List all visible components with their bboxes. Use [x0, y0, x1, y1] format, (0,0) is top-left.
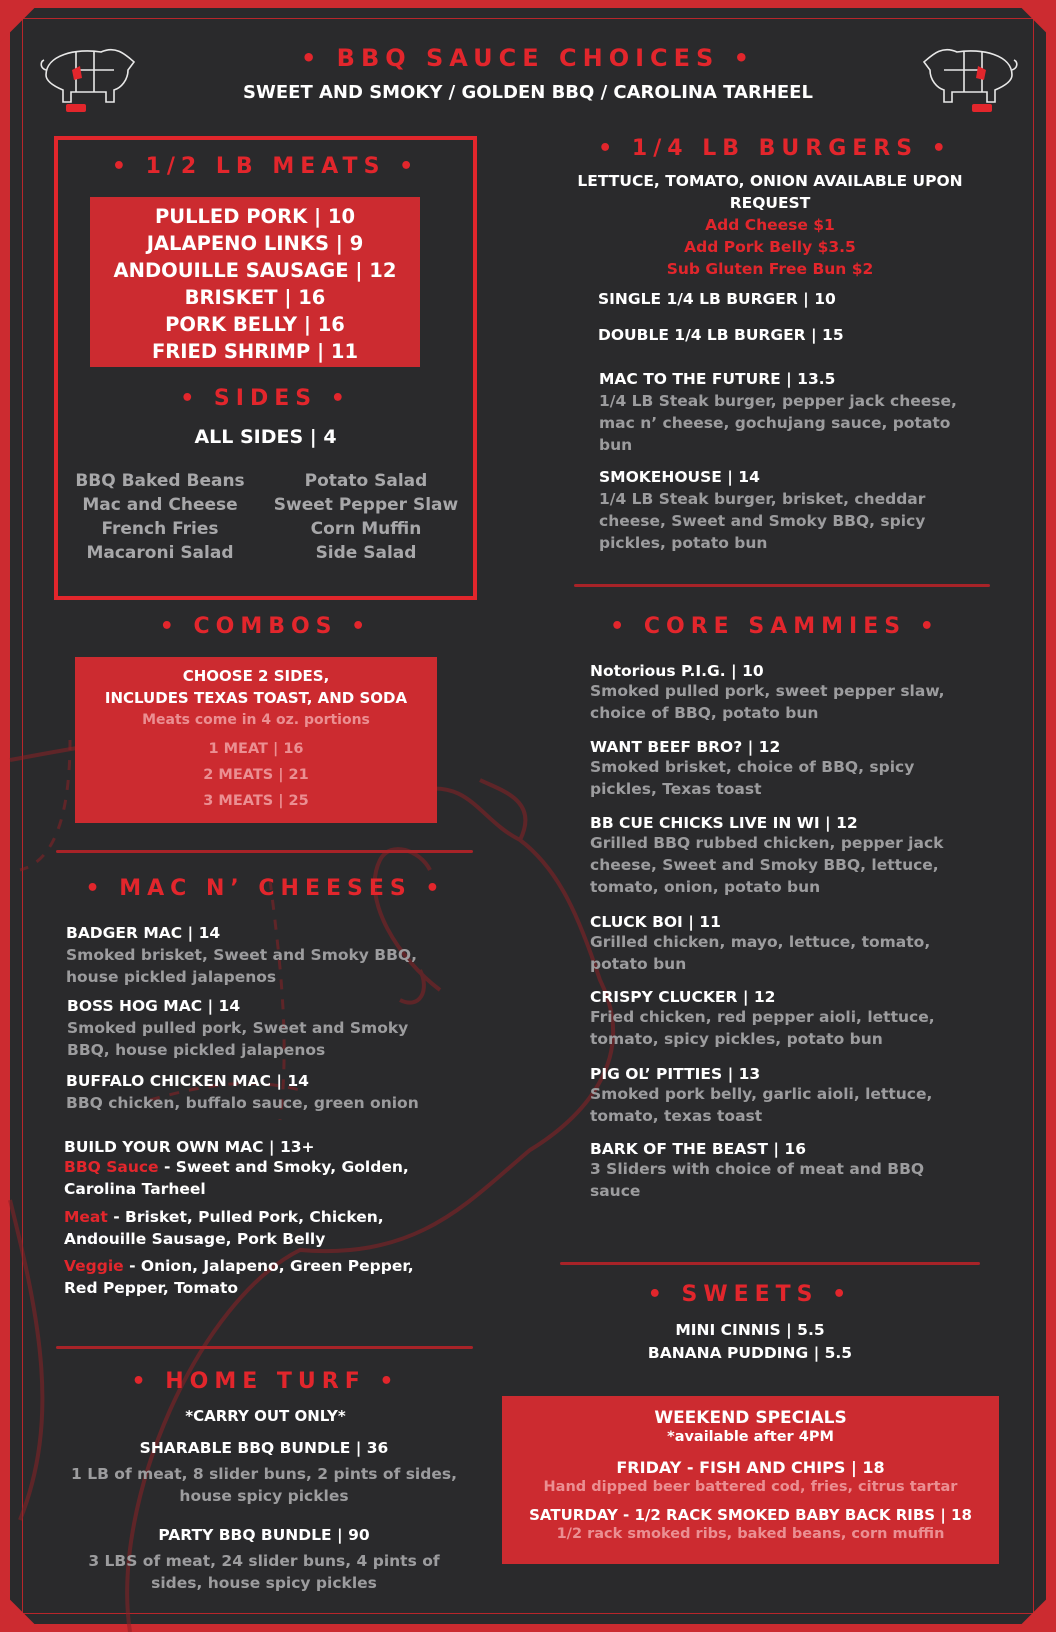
sides-price: ALL SIDES | 4 [194, 426, 337, 448]
weekend-item-title: FRIDAY - FISH AND CHIPS | 18 [616, 1458, 885, 1477]
sammie-item [590, 662, 975, 724]
sammie-item-title: PIG OL’ PITTIES | 13 [590, 1065, 761, 1083]
burger-addon: Add Cheese $1 [705, 216, 835, 234]
sweets-list [500, 1319, 1000, 1365]
meat-item: PULLED PORK | 10 [154, 205, 356, 228]
burger-item [599, 468, 975, 554]
mac-heading: • MAC N’ CHEESES • [85, 876, 446, 901]
sammie-item [590, 1140, 975, 1202]
sweet-item: MINI CINNIS | 5.5 [675, 1321, 825, 1339]
burgers-heading: • 1/4 LB BURGERS • [598, 136, 952, 161]
mac-item [66, 1072, 466, 1114]
side-item: BBQ Baked Beans [75, 471, 245, 491]
combos-note: Meats come in 4 oz. portions [142, 712, 370, 728]
sammie-item-title: BB CUE CHICKS LIVE IN WI | 12 [590, 814, 858, 832]
byo-meat [64, 1206, 434, 1250]
burgers-note: LETTUCE, TOMATO, ONION AVAILABLE UPON REQUEST [577, 172, 963, 212]
meat-item: ANDOUILLE SAUSAGE | 12 [113, 259, 397, 282]
home-item-title: PARTY BBQ BUNDLE | 90 [158, 1526, 370, 1544]
meat-item: FRIED SHRIMP | 11 [151, 340, 359, 363]
burger-addon: Sub Gluten Free Bun $2 [666, 260, 874, 278]
weekend-heading: WEEKEND SPECIALS [654, 1408, 847, 1428]
byo-sauce-text: - Sweet and Smoky, Golden, Carolina Tarheel [64, 1158, 409, 1198]
byo-sauce-label: BBQ Sauce [64, 1158, 159, 1176]
sauce-choices: SWEET AND SMOKY / GOLDEN BBQ / CAROLINA TARHEEL [243, 82, 813, 103]
sammie-item [590, 913, 975, 975]
byo-meat-text: - Brisket, Pulled Pork, Chicken, Andouille Sausage, Pork Belly [64, 1208, 384, 1248]
single-burger: SINGLE 1/4 LB BURGER | 10 [598, 290, 836, 308]
mac-item-desc: Smoked pulled pork, Sweet and Smoky BBQ, house pickled jalapenos [67, 1019, 409, 1059]
side-item: Side Salad [315, 543, 417, 563]
combos-line: CHOOSE 2 SIDES, [182, 667, 330, 685]
home-heading: • HOME TURF • [131, 1369, 400, 1394]
combos-line: INCLUDES TEXAS TOAST, AND SODA [104, 689, 408, 707]
meat-item: JALAPENO LINKS | 9 [146, 232, 364, 255]
sides-list-right [262, 469, 470, 565]
weekend-item-title: SATURDAY - 1/2 RACK SMOKED BABY BACK RIBS | 18 [529, 1506, 972, 1524]
weekend-box [502, 1396, 999, 1564]
byo-veggie [64, 1255, 444, 1299]
sweet-item: BANANA PUDDING | 5.5 [647, 1344, 853, 1362]
sammie-item-title: CLUCK BOI | 11 [590, 913, 721, 931]
sammie-item-title: Notorious P.I.G. | 10 [590, 662, 764, 680]
divider [56, 850, 473, 853]
weekend-note: *available after 4PM [667, 1429, 834, 1445]
weekend-item-desc: 1/2 rack smoked ribs, baked beans, corn muffin [556, 1526, 945, 1542]
side-item: French Fries [101, 519, 219, 539]
burger-addon: Add Pork Belly $3.5 [684, 238, 856, 256]
side-item: Macaroni Salad [86, 543, 234, 563]
sammie-item-desc: Grilled chicken, mayo, lettuce, tomato, potato bun [590, 933, 931, 973]
weekend-item-desc: Hand dipped beer battered cod, fries, citrus tartar [543, 1479, 958, 1495]
sammie-item-desc: Fried chicken, red pepper aioli, lettuce, tomato, spicy pickles, potato bun [590, 1008, 935, 1048]
meats-list [90, 197, 420, 367]
mac-item [66, 924, 466, 988]
side-item: Potato Salad [304, 471, 428, 491]
side-item: Mac and Cheese [82, 495, 238, 515]
sammie-item-desc: Smoked pulled pork, sweet pepper slaw, choice of BBQ, potato bun [590, 682, 945, 722]
sammie-item-title: BARK OF THE BEAST | 16 [590, 1140, 807, 1158]
home-item-title: SHARABLE BBQ BUNDLE | 36 [139, 1439, 389, 1457]
side-item: Corn Muffin [310, 519, 422, 539]
byo-veggie-label: Veggie [64, 1257, 124, 1275]
sammie-item-desc: Smoked pork belly, garlic aioli, lettuce, tomato, texas toast [590, 1085, 933, 1125]
sammie-item-desc: Grilled BBQ rubbed chicken, pepper jack cheese, Sweet and Smoky BBQ, lettuce, tomato, onion, potato bun [590, 834, 944, 896]
combo-option: 3 MEATS | 25 [203, 793, 309, 809]
divider [574, 584, 990, 587]
meats-heading: • 1/2 LB MEATS • [111, 154, 420, 179]
sides-heading: • SIDES • [180, 386, 351, 411]
side-item: Sweet Pepper Slaw [273, 495, 459, 515]
combos-box [75, 657, 437, 823]
divider [560, 1262, 980, 1265]
mac-item-title: BUFFALO CHICKEN MAC | 14 [66, 1072, 309, 1090]
double-burger: DOUBLE 1/4 LB BURGER | 15 [598, 326, 844, 344]
sammie-item-desc: 3 Sliders with choice of meat and BBQ sauce [590, 1160, 925, 1200]
burger-item-desc: 1/4 LB Steak burger, brisket, cheddar cheese, Sweet and Smoky BBQ, spicy pickles, potato bun [599, 490, 926, 552]
sammie-item [590, 738, 975, 800]
sammie-item-title: CRISPY CLUCKER | 12 [590, 988, 776, 1006]
mac-item-title: BOSS HOG MAC | 14 [67, 997, 241, 1015]
home-note: *CARRY OUT ONLY* [185, 1407, 346, 1425]
mac-item-desc: Smoked brisket, Sweet and Smoky BBQ, house pickled jalapenos [66, 946, 417, 986]
combo-option: 2 MEATS | 21 [203, 767, 309, 783]
sammie-item [590, 814, 975, 898]
home-item-desc: 1 LB of meat, 8 slider buns, 2 pints of sides, house spicy pickles [71, 1465, 457, 1505]
mac-item [67, 997, 447, 1061]
sammie-item [590, 988, 975, 1050]
mac-item-title: BADGER MAC | 14 [66, 924, 221, 942]
byo-sauce [64, 1156, 444, 1200]
combo-option: 1 MEAT | 16 [208, 741, 304, 757]
sammies-heading: • CORE SAMMIES • [610, 614, 940, 639]
divider [56, 1346, 473, 1349]
home-item [64, 1439, 464, 1507]
burger-item-title: MAC TO THE FUTURE | 13.5 [599, 370, 836, 388]
burger-item-desc: 1/4 LB Steak burger, pepper jack cheese, mac n’ cheese, gochujang sauce, potato bun [599, 392, 957, 454]
combos-heading: • COMBOS • [159, 614, 372, 639]
sammie-item [590, 1065, 975, 1127]
burger-item [599, 370, 975, 456]
byo-veggie-text: - Onion, Jalapeno, Green Pepper, Red Pepper, Tomato [64, 1257, 414, 1297]
byo-title: BUILD YOUR OWN MAC | 13+ [64, 1138, 315, 1156]
burgers-addons [560, 214, 980, 280]
mac-item-desc: BBQ chicken, buffalo sauce, green onion [66, 1094, 419, 1112]
sammie-item-desc: Smoked brisket, choice of BBQ, spicy pickles, Texas toast [590, 758, 915, 798]
home-item-desc: 3 LBS of meat, 24 slider buns, 4 pints of sides, house spicy pickles [88, 1552, 440, 1592]
meat-item: PORK BELLY | 16 [165, 313, 345, 336]
sammie-item-title: WANT BEEF BRO? | 12 [590, 738, 781, 756]
sauce-heading: • BBQ SAUCE CHOICES • [300, 44, 756, 72]
home-item [64, 1526, 464, 1594]
burger-item-title: SMOKEHOUSE | 14 [599, 468, 760, 486]
byo-meat-label: Meat [64, 1208, 108, 1226]
sweets-heading: • SWEETS • [647, 1282, 853, 1307]
sides-list-left [64, 469, 256, 565]
byo-mac [64, 1138, 444, 1200]
meat-item: BRISKET | 16 [184, 286, 326, 309]
